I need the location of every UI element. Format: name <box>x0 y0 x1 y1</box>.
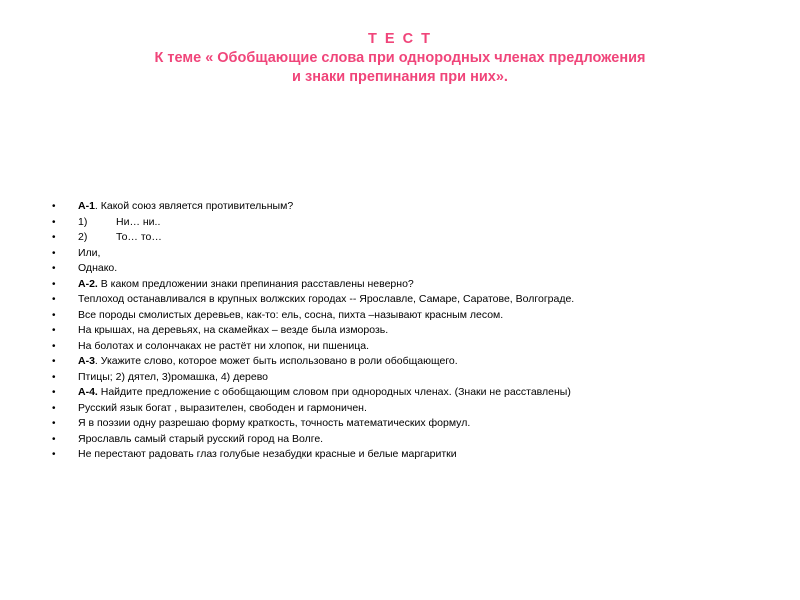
question-text: . Укажите слово, которое может быть использовано в роли обобщающего. <box>94 355 458 367</box>
title-line-2: К теме « Обобщающие слова при однородных членах предложения <box>154 50 646 66</box>
bullet-icon: • <box>52 418 56 429</box>
list-item <box>52 339 772 355</box>
title-line-3: и знаки препинания при них». <box>292 69 508 85</box>
option-text: Теплоход останавливался в крупных волжских городах -- Ярославле, Самаре, Саратове, Волгограде. <box>78 293 575 305</box>
option-text: Ни… ни.. <box>116 215 161 228</box>
bullet-icon: • <box>52 371 56 383</box>
list-item <box>52 323 772 339</box>
bullet-icon: • <box>52 402 56 414</box>
list-item <box>52 370 772 386</box>
list-item <box>52 292 772 308</box>
option-number: 1) <box>78 215 88 228</box>
bullet-icon: • <box>52 247 56 259</box>
question-text: . Какой союз является противительным? <box>94 200 294 212</box>
bullet-icon: • <box>52 294 56 305</box>
option-text: То… то… <box>116 231 162 243</box>
bullet-icon: • <box>52 232 56 243</box>
question-label: А-4. <box>78 386 98 398</box>
option-text: На крышах, на деревьях, на скамейках – везде была изморозь. <box>78 324 389 336</box>
list-item <box>52 246 772 262</box>
list-item-a4 <box>52 385 772 401</box>
list-item <box>52 230 772 246</box>
list-item-a1 <box>52 199 772 215</box>
list-item <box>52 401 772 417</box>
list-item <box>52 308 772 324</box>
option-text: Все породы смолистых деревьев, как-то: ель, сосна, пихта –называют красным лесом. <box>78 308 504 321</box>
page-title <box>40 30 760 87</box>
option-text: Я в поэзии одну разрешаю форму краткость, точность математических формул. <box>78 417 471 429</box>
list-item-a3 <box>52 354 772 370</box>
bullet-icon: • <box>52 340 56 352</box>
question-text: Найдите предложение с обобщающим словом при однородных членах. (Знаки не расставлены) <box>97 386 571 398</box>
bullet-icon: • <box>52 433 56 445</box>
option-text: Птицы; 2) дятел, 3)ромашка, 4) дерево <box>78 370 269 383</box>
bullet-icon: • <box>52 356 56 367</box>
list-item <box>52 261 772 277</box>
list-item <box>52 215 772 231</box>
bullet-icon: • <box>52 216 56 228</box>
question-label: А-3 <box>78 355 95 367</box>
list-item <box>52 447 772 463</box>
option-text: Ярославль самый старый русский город на Волге. <box>78 432 324 445</box>
option-text: На болотах и солончаках не растёт ни хлопок, ни пшеница. <box>78 339 369 352</box>
bullet-icon: • <box>52 278 56 290</box>
option-text: Не перестают радовать глаз голубые незабудки красные и белые маргаритки <box>78 448 457 460</box>
bullet-icon: • <box>52 263 56 274</box>
question-text: В каком предложении знаки препинания расставлены неверно? <box>97 277 414 290</box>
title-line-1: Т Е С Т <box>368 31 432 47</box>
list-item <box>52 432 772 448</box>
bullet-icon: • <box>52 309 56 321</box>
bullet-icon: • <box>52 201 56 212</box>
question-label: А-1 <box>78 200 95 212</box>
question-label: А-2. <box>78 277 98 290</box>
list-item-a2 <box>52 277 772 293</box>
bullet-icon: • <box>52 387 56 398</box>
bullet-icon: • <box>52 449 56 460</box>
option-text: Русский язык богат , выразителен, свободен и гармоничен. <box>78 401 367 414</box>
option-text: Или, <box>78 246 101 259</box>
question-list <box>52 199 772 463</box>
bullet-icon: • <box>52 325 56 336</box>
option-text: Однако. <box>78 262 118 274</box>
list-item <box>52 416 772 432</box>
option-number: 2) <box>78 231 88 243</box>
